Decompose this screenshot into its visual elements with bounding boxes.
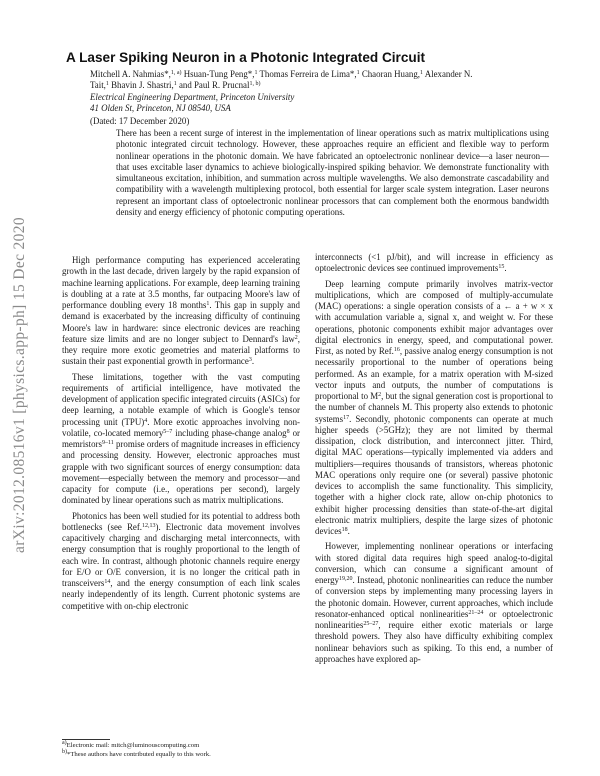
body-paragraph: High performance computing has experienced accelerating growth in the last decade, driven largely by the rapid expansion of machine learning applications. For example, deep learning training is doubling at a rate at 3.5 months, far outpacing Moore's law of performance doubling every 18 months$^1$. This gap in supply and demand is exacerbated by the increasing difficulty of continuing Moore's law in hardware: since electronic devices are reaching feature size limits and are no longer subject to Dennard's law$^2$, they require more exotic geometries and material platforms to sustain their past exponential growth in performance$^3$. (62, 255, 300, 367)
body-paragraph: interconnects (<1 pJ/bit), and will increase in efficiency as optoelectronic devices see continued improvements$^{15}$. (315, 252, 553, 274)
abstract: There has been a recent surge of interest in the implementation of linear operations such as matrix multiplications using photonic integrated circuit technology. However, these approaches require an efficient and flexible way to perform nonlinear operations in the photonic domain. We have fabricated an optoelectronic nonlinear device—a laser neuron—that uses excitable laser dynamics to achieve biologically-inspired spiking behavior. We demonstrate functionality with simultaneous excitation, inhibition, and summation across multiple wavelengths. We also demonstrate cascadability and compatibility with a wavelength multiplexing protocol, both essential for larger scale system integration. Laser neurons represent an important class of optoelectronic nonlinear processors that can complement both the enormous bandwidth density and energy efficiency of photonic computing operations. (116, 128, 549, 217)
author-affil-marker: 1 (419, 69, 423, 76)
body-paragraph: Photonics has been well studied for its potential to address both bottlenecks (see Ref.$^{12,13}$). Electronic data movement involves capacitively charging and discharging metal interconnects, with energy consumption that is roughly proportional to the length of each wire. In contrast, although photonic channels require energy for E/O or O/E conversion, it is no longer the critical path in transceivers$^{14}$, and the energy consumption of each link scales nearly independently of its length. Current photonic systems are competitive with on-chip electronic (62, 510, 300, 611)
author-affil-marker: 1 (105, 81, 109, 88)
author-affil-marker: 1 (254, 69, 258, 76)
citation-ref: 25–27 (363, 620, 379, 627)
author-affil-marker: 1, b) (249, 81, 261, 88)
author-name: Chaoran Huang, (359, 69, 420, 79)
body-paragraph: Deep learning compute primarily involves matrix-vector multiplications, which are composed of multiply-accumulate (MAC) operations: a single operation consists of a ← a + w × x with accumulation variable a, signal x, and weight w. For these operations, photonic components exhibit major advantages over digital electronics in energy, speed, and computational power. First, as noted by Ref.$^{16}$, passive analog energy consumption is not necessarily proportional to the number of operations being performed. As an example, for a matrix operation with M-sized vector inputs and outputs, the number of computations is proportional to $M^2$, but the signal generation cost is proportional to the number of channels M. This property also extends to photonic systems$^{17}$. Secondly, photonic components can operate at much higher speeds (>5GHz); they are not limited by thermal dissipation, clock distribution, and interconnect jitter. Third, digital MAC operations—typically implemented via adders and multipliers—requires thousands of transistors, whereas photonic MAC operations only require one (or several) passive photonic devices to accomplish the same functionality. This simplicity, together with a higher clock rate, allow on-chip photonics to exhibit higher processing densities than state-of-the-art digital electronic matrix multipliers, despite the large sizes of photonic devices$^{18}$. (315, 278, 554, 536)
citation-ref: 4 (144, 417, 148, 424)
citation-ref: 9–11 (101, 439, 114, 446)
author-name: and Paul R. Prucnal (176, 80, 250, 91)
citation-ref: 1 (206, 300, 210, 307)
citation-ref: 8 (286, 428, 290, 435)
footnote-email: $^{a)}$Electronic mail: mitch@luminouscomputing.com (62, 739, 200, 749)
citation-ref: 14 (104, 578, 111, 585)
author-name: Tait, (90, 80, 106, 91)
body-column-right (315, 252, 553, 669)
author-name: Mitchell A. Nahmias*, (90, 69, 171, 79)
author-affil-marker: 1 (173, 81, 177, 88)
arxiv-stamp-text: arXiv:2012.08516v1 [physics.app-ph] 15 Dec 2020 (11, 217, 28, 553)
citation-ref: 12,13 (142, 522, 156, 529)
author-name: Alexander N. (422, 69, 473, 79)
citation-ref: 17 (343, 414, 350, 421)
affiliation-department: Electrical Engineering Department, Princeton University (90, 91, 295, 102)
affiliation-address: 41 Olden St, Princeton, NJ 08540, USA (90, 103, 231, 114)
body-paragraph: However, implementing nonlinear operations or interfacing with stored digital data requires high speed analog-to-digital conversion, which can consume a significant amount of energy$^{19,20}$. Instead, photonic nonlinearities can reduce the number of conversion steps by implementing many processing layers in the photonic domain. However, current approaches, which include resonator-enhanced optical nonlinearities$^{21-24}$ or optoelectronic nonlinearities$^{25-27}$, require either exotic materials or large threshold powers. They also have difficulty exhibiting complex nonlinear behaviors such as spiking. To this end, a number of approaches have explored ap- (315, 541, 554, 664)
citation-ref: 5–7 (163, 428, 173, 435)
exponent: 2 (378, 391, 382, 398)
footnotes (62, 739, 302, 759)
citation-ref: 16 (393, 346, 400, 353)
body-column-left (62, 255, 300, 616)
paper-title: A Laser Spiking Neuron in a Photonic Integrated Circuit (66, 50, 426, 65)
author-affil-marker: 1, a) (170, 69, 182, 76)
author-affil-marker: 1 (356, 69, 360, 76)
citation-ref: 21–24 (468, 609, 484, 616)
citation-ref: 18 (341, 526, 348, 533)
footnote-equal-contribution: $^{b)}$*These authors have contributed equally to this work. (62, 748, 211, 758)
footnote-rule (62, 739, 110, 740)
citation-ref: 15 (498, 264, 505, 271)
body-paragraph: These limitations, together with the vast computing requirements of artificial intelligence, have motivated the development of application specific integrated circuits (ASICs) for deep learning, a notable example of which is Google's tensor processing unit (TPU)$^4$. More exotic approaches involving non-volatile, co-located memory$^{5-7}$ including phase-change analog$^8$ or memristors$^{9-11}$ promise orders of magnitude increases in efficiency and processing density. However, electronic approaches must grapple with two significant sources of energy consumption: data movement—especially between the memory and processor—and capacity for compute (i.e., operations per second), largely dominated by linear operations such as matrix multiplications. (62, 371, 300, 506)
citation-ref: 3 (248, 357, 252, 364)
author-name: Bhavin J. Shastri, (108, 80, 174, 91)
author-name: Thomas Ferreira de Lima*, (257, 69, 357, 79)
citation-ref: 2 (294, 334, 298, 341)
author-name: Hsuan-Tung Peng*, (181, 69, 255, 79)
date-line: (Dated: 17 December 2020) (90, 116, 190, 126)
arxiv-stamp (2, 150, 38, 620)
author-block (90, 69, 555, 115)
citation-ref: 19,20 (339, 575, 353, 582)
